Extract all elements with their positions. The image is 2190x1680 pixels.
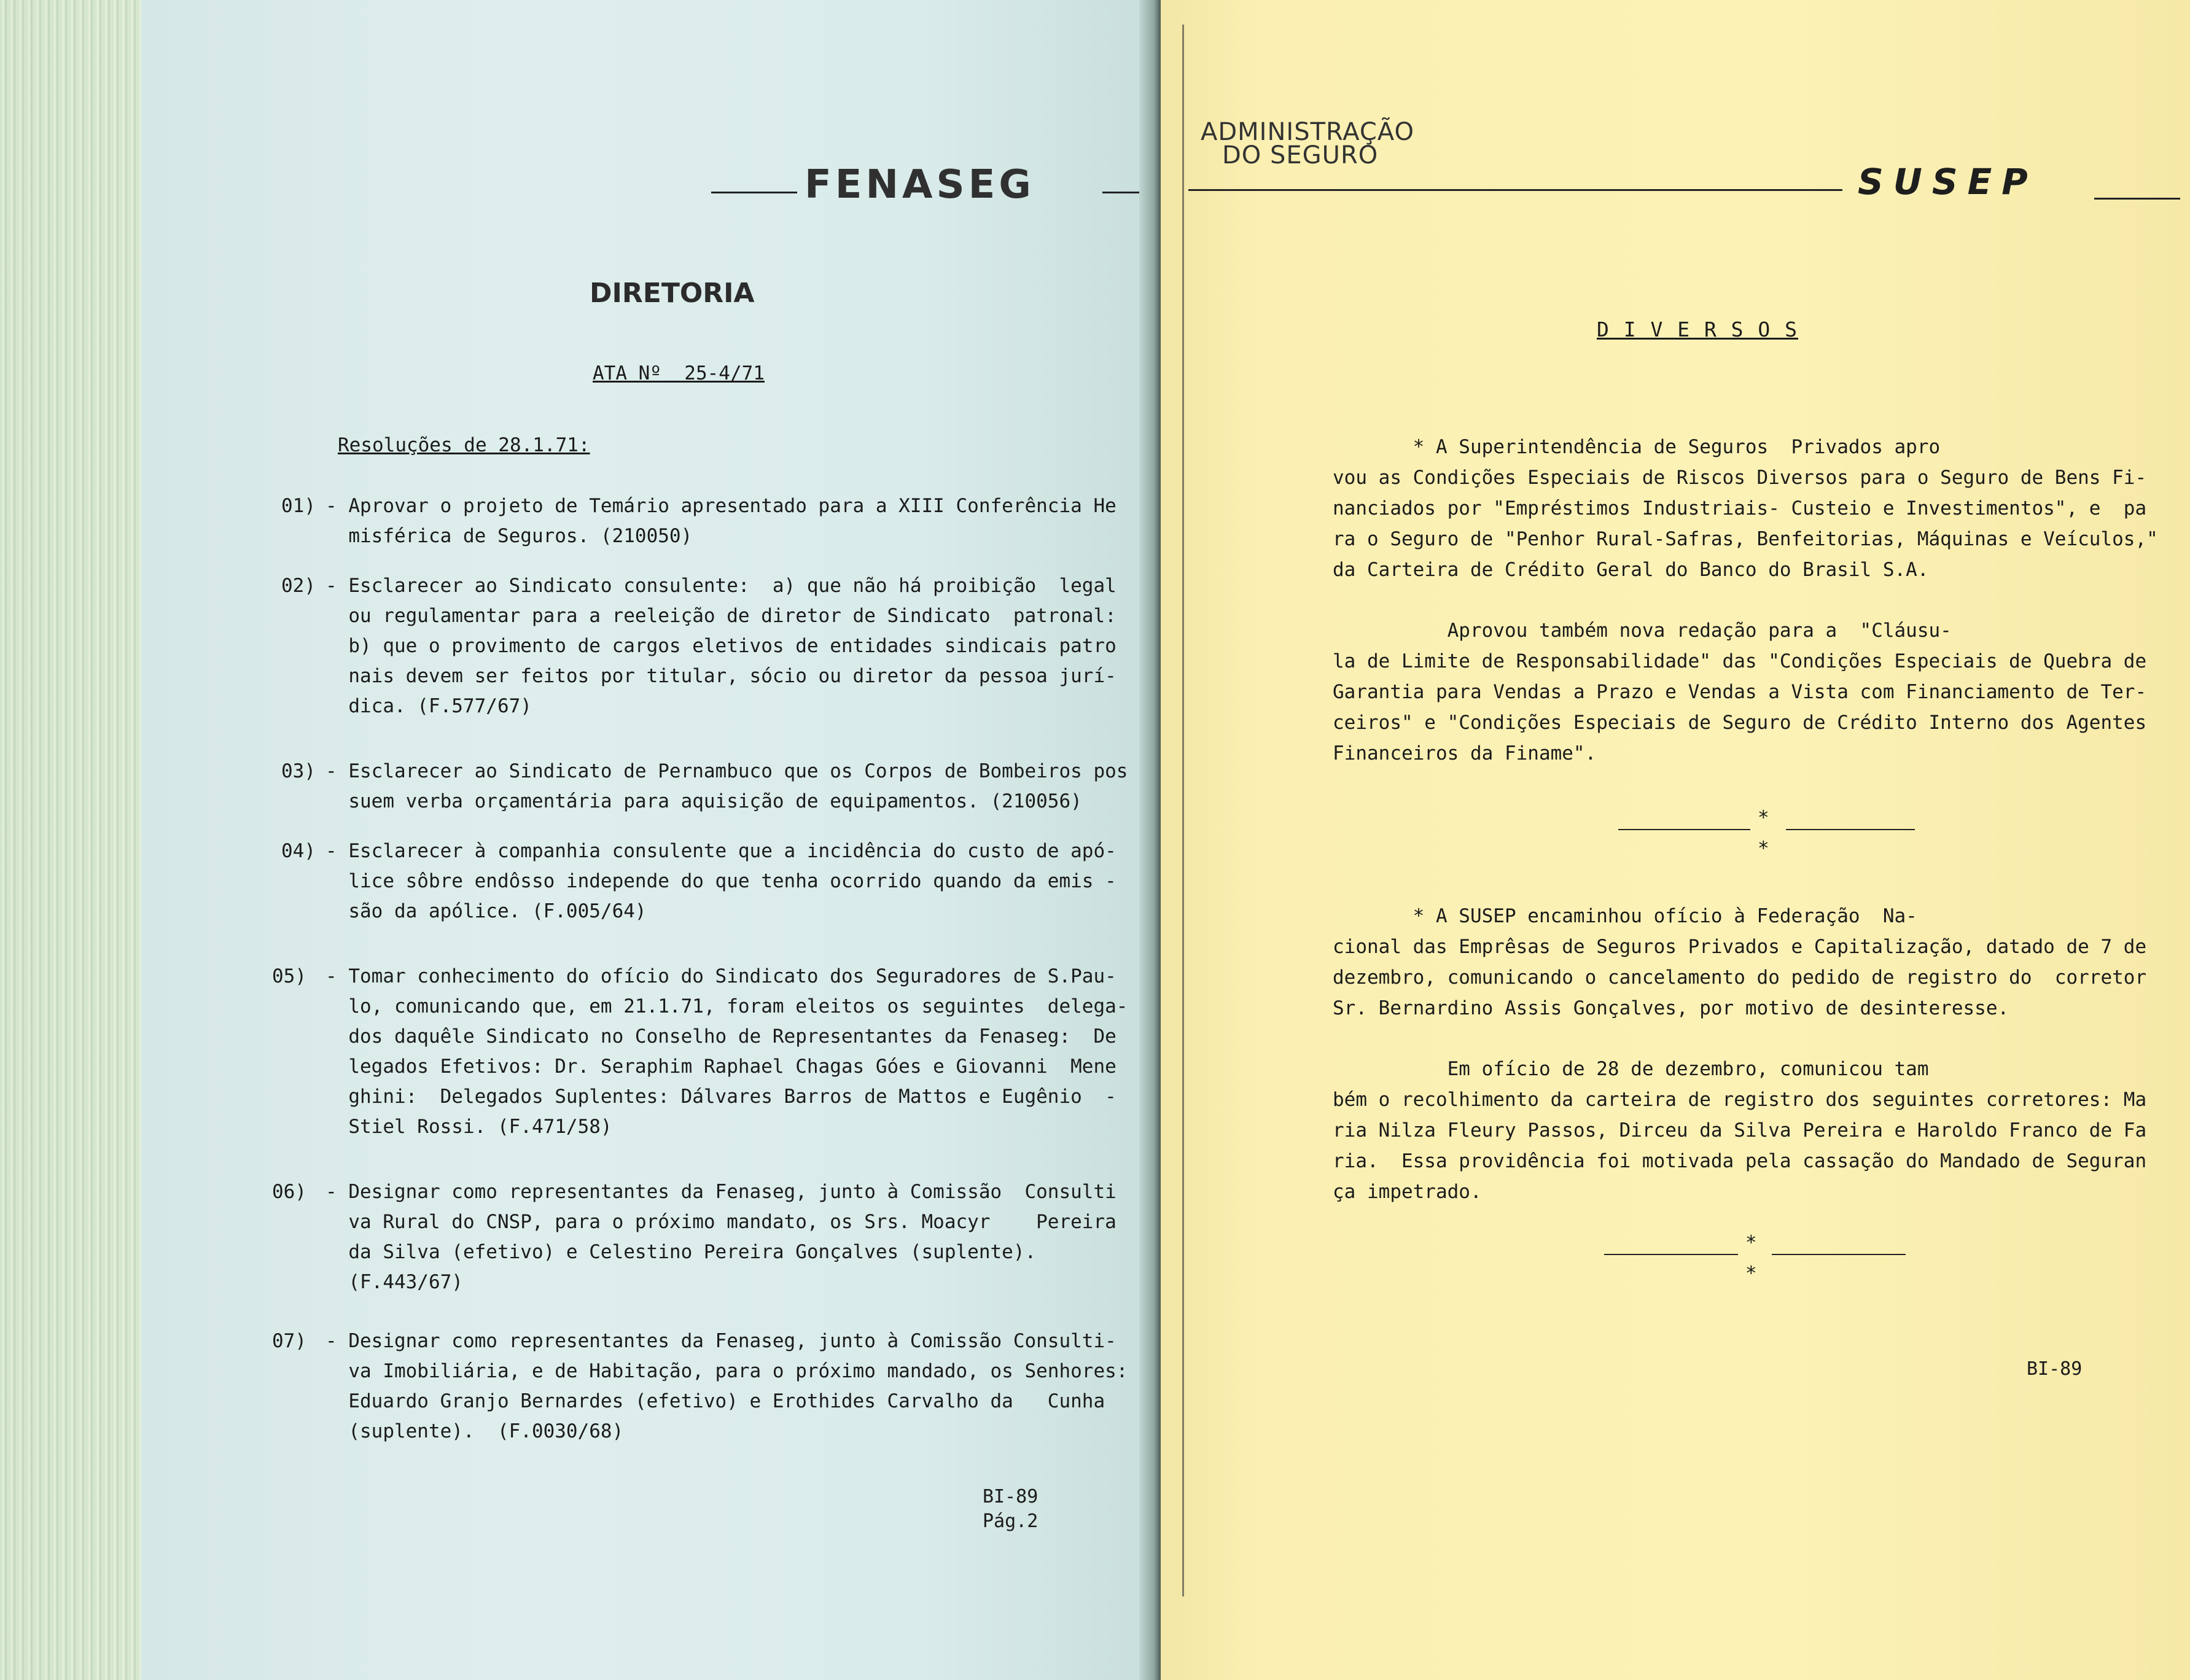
paragraph-line: ra o Seguro de "Penhor Rural-Safras, Benfeitorias, Máquinas e Veículos," <box>1333 528 2158 550</box>
paragraph-line: ria Nilza Fleury Passos, Dirceu da Silva Pereira e Haroldo Franco de Fa <box>1333 1119 2147 1141</box>
diretoria-title: DIRETORIA <box>590 278 755 309</box>
item-line: (F.443/67) <box>325 1271 463 1293</box>
paragraph-line: Aprovou também nova redação para a "Cláusu- <box>1333 620 1952 642</box>
separator-rule <box>1772 1254 1906 1255</box>
item-line: são da apólice. (F.005/64) <box>325 900 647 922</box>
paragraph-line: ceiros" e "Condições Especiais de Seguro de Crédito Interno dos Agentes <box>1333 712 2147 734</box>
item-line: lice sôbre endôsso independe do que tenha ocorrido quando da emis - <box>325 870 1116 892</box>
item-number: 03) <box>281 760 316 782</box>
book-spine <box>1139 0 1164 1680</box>
item-line: va Imobiliária, e de Habitação, para o próximo mandado, os Senhores: <box>325 1360 1128 1382</box>
paragraph-line: * A SUSEP encaminhou ofício à Federação Na- <box>1333 905 1917 927</box>
binder-line <box>1182 25 1184 1596</box>
diversos-title: D I V E R S O S <box>1597 317 1799 341</box>
item-line: - Esclarecer ao Sindicato de Pernambuco que os Corpos de Bombeiros pos <box>325 760 1128 782</box>
item-line: lo, comunicando que, em 21.1.71, foram eleitos os seguintes delega- <box>325 995 1128 1017</box>
paragraph-line: Em ofício de 28 de dezembro, comunicou tam <box>1333 1058 1929 1080</box>
item-line: ou regulamentar para a reeleição de diretor de Sindicato patronal: <box>325 605 1116 627</box>
item-line: dica. (F.577/67) <box>325 695 532 717</box>
paragraph-line: vou as Condições Especiais de Riscos Diversos para o Seguro de Bens Fi- <box>1333 467 2147 489</box>
item-number: 02) <box>281 575 316 597</box>
admin-header-line1: ADMINISTRAÇÃO <box>1201 118 1414 146</box>
right-footer-code: BI-89 <box>2027 1358 2083 1380</box>
item-line: (suplente). (F.0030/68) <box>325 1420 624 1442</box>
item-line: suem verba orçamentária para aquisição de equipamentos. (210056) <box>325 790 1082 812</box>
item-line: - Esclarecer ao Sindicato consulente: a) que não há proibição legal <box>325 575 1116 597</box>
fenaseg-rule-right <box>1102 192 1139 193</box>
ata-number: ATA Nº 25-4/71 <box>593 362 765 384</box>
paragraph-line: Financeiros da Finame". <box>1333 742 1597 764</box>
fenaseg-header: FENASEG <box>805 162 1035 208</box>
separator-rule <box>1604 1254 1738 1255</box>
item-line: - Designar como representantes da Fenaseg, junto à Comissão Consulti <box>325 1181 1116 1203</box>
susep-rule-left <box>1188 189 1842 191</box>
paragraph-line: nanciados por "Empréstimos Industriais- Custeio e Investimentos", e pa <box>1333 497 2147 519</box>
item-number: 06) <box>272 1181 306 1203</box>
item-line: b) que o provimento de cargos eletivos de entidades sindicais patro <box>325 635 1116 657</box>
paragraph-line: Sr. Bernardino Assis Gonçalves, por motivo de desinteresse. <box>1333 997 2009 1019</box>
separator-star: * <box>1745 1232 1757 1254</box>
item-line: - Designar como representantes da Fenaseg, junto à Comissão Consulti- <box>325 1330 1116 1352</box>
left-footer-page: Pág.2 <box>983 1511 1038 1532</box>
item-number: 04) <box>281 840 316 862</box>
resolutions-heading: Resoluções de 28.1.71: <box>338 434 590 456</box>
item-number: 05) <box>272 965 306 987</box>
admin-header-line2: DO SEGURO <box>1222 141 1379 169</box>
item-line: ghini: Delegados Suplentes: Dálvares Barros de Mattos e Eugênio - <box>325 1086 1116 1108</box>
item-line: nais devem ser feitos por titular, sócio ou diretor da pessoa jurí- <box>325 665 1116 687</box>
item-number: 01) <box>281 495 316 517</box>
paragraph-line: la de Limite de Responsabilidade" das "Condições Especiais de Quebra de <box>1333 650 2147 672</box>
paragraph-line: dezembro, comunicando o cancelamento do pedido de registro do corretor <box>1333 966 2147 989</box>
separator-rule <box>1786 829 1915 830</box>
left-footer-code: BI-89 <box>983 1486 1038 1507</box>
item-line: - Aprovar o projeto de Temário apresentado para a XIII Conferência He <box>325 495 1116 517</box>
susep-header: SUSEP <box>1858 161 2038 203</box>
paragraph-line: da Carteira de Crédito Geral do Banco do Brasil S.A. <box>1333 559 1929 581</box>
paragraph-line: cional das Emprêsas de Seguros Privados e Capitalização, datado de 7 de <box>1333 936 2147 958</box>
paragraph-line: ria. Essa providência foi motivada pela cassação do Mandado de Seguran <box>1333 1150 2147 1172</box>
paragraph-line: * A Superintendência de Seguros Privados apro <box>1333 436 1941 458</box>
paragraph-line: Garantia para Vendas a Prazo e Vendas a Vista com Financiamento de Ter- <box>1333 681 2147 703</box>
item-line: misférica de Seguros. (210050) <box>325 525 693 547</box>
paragraph-line: ça impetrado. <box>1333 1181 1482 1203</box>
separator-star: * <box>1758 838 1769 860</box>
page-stack-edge <box>0 0 141 1680</box>
separator-star: * <box>1758 807 1769 829</box>
item-number: 07) <box>272 1330 306 1352</box>
item-line: da Silva (efetivo) e Celestino Pereira Gonçalves (suplente). <box>325 1241 1037 1263</box>
item-line: Stiel Rossi. (F.471/58) <box>325 1116 612 1138</box>
paragraph-line: bém o recolhimento da carteira de registro dos seguintes corretores: Ma <box>1333 1089 2147 1111</box>
item-line: dos daquêle Sindicato no Conselho de Representantes da Fenaseg: De <box>325 1025 1116 1048</box>
fenaseg-rule-left <box>711 192 797 193</box>
item-line: - Esclarecer à companhia consulente que a incidência do custo de apó- <box>325 840 1116 862</box>
item-line: va Rural do CNSP, para o próximo mandato, os Srs. Moacyr Pereira <box>325 1211 1116 1233</box>
item-line: legados Efetivos: Dr. Seraphim Raphael Chagas Góes e Giovanni Mene <box>325 1056 1116 1078</box>
separator-rule <box>1618 829 1750 830</box>
separator-star: * <box>1745 1262 1757 1285</box>
susep-rule-right <box>2094 198 2180 200</box>
item-line: Eduardo Granjo Bernardes (efetivo) e Erothides Carvalho da Cunha <box>325 1390 1105 1412</box>
right-page <box>1161 0 2190 1680</box>
item-line: - Tomar conhecimento do ofício do Sindicato dos Seguradores de S.Pau- <box>325 965 1116 987</box>
